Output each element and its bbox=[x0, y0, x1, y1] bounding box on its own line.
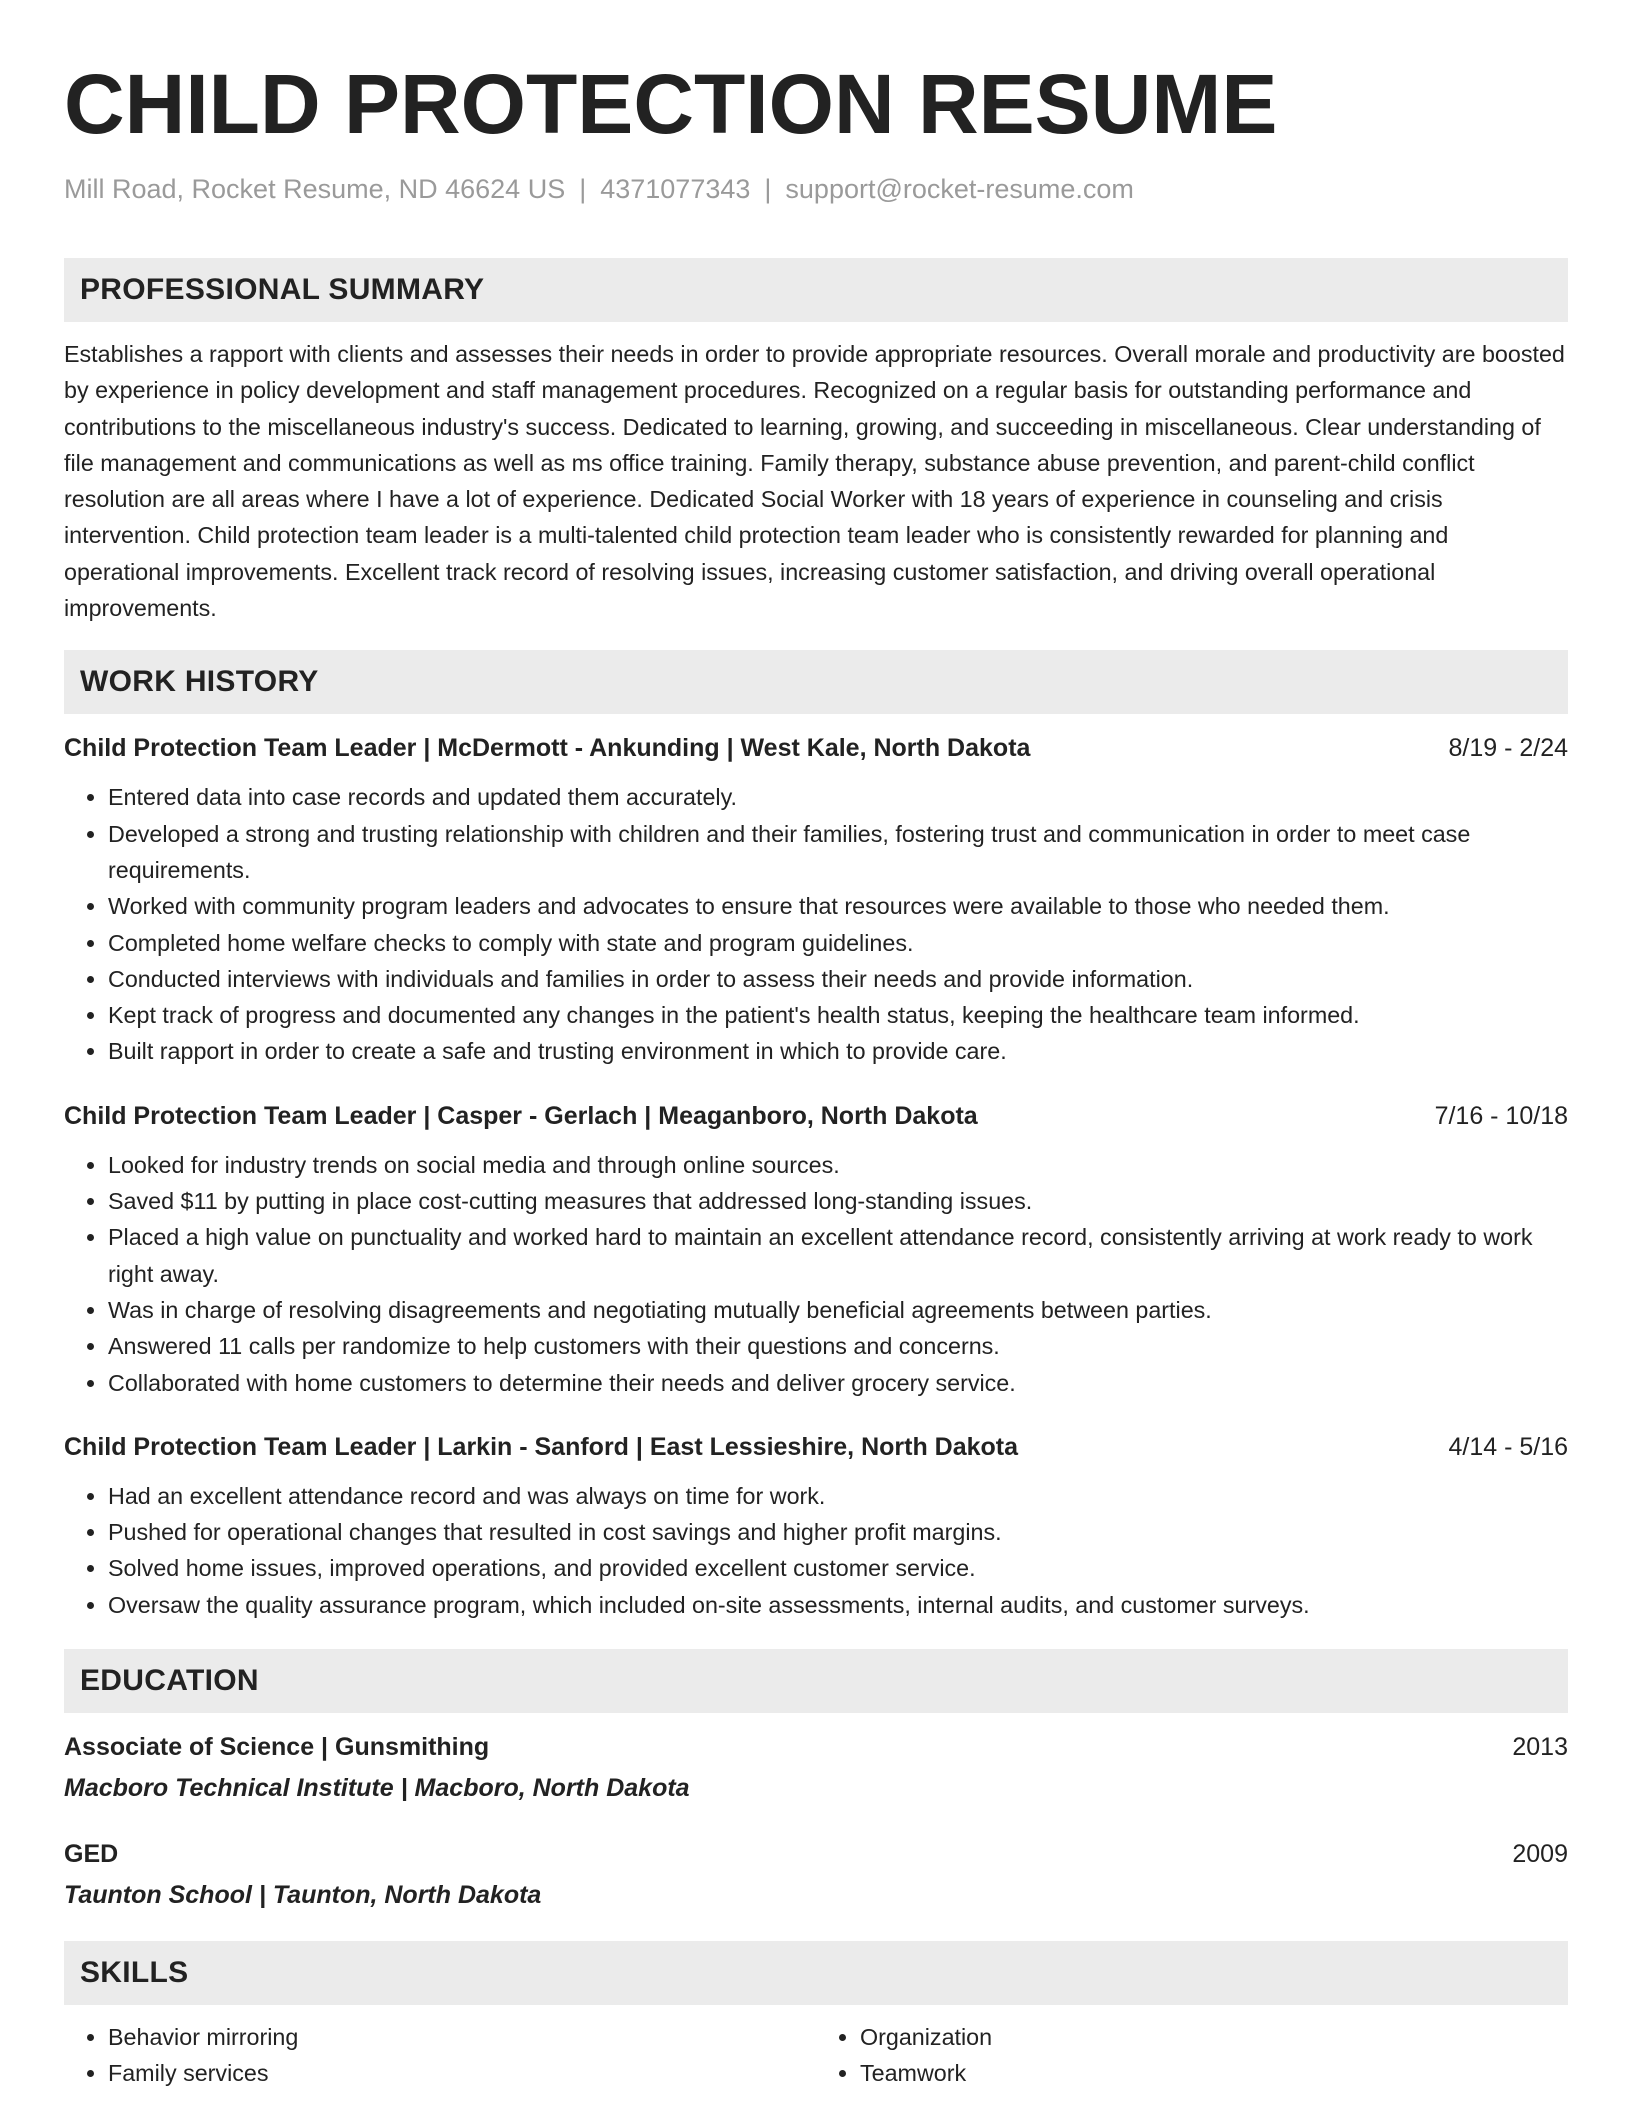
job-duty: • Developed a strong and trusting relationship with children and their families, fostering trust and communication in order to meet case requirements. bbox=[108, 816, 1568, 889]
job-dates: 7/16 - 10/18 bbox=[1434, 1101, 1568, 1130]
graduation-year: 2013 bbox=[1512, 1733, 1568, 1762]
job-title: Child Protection Team Leader | McDermott - Ankunding | West Kale, North Dakota bbox=[64, 734, 1031, 763]
skills-column-right bbox=[816, 2019, 1568, 2092]
job-duties bbox=[64, 1478, 1568, 1623]
job-duty: • Placed a high value on punctuality and worked hard to maintain an excellent attendance record, consistently arriving at work ready to work right away. bbox=[108, 1219, 1568, 1292]
job-duty: • Saved $11 by putting in place cost-cutting measures that addressed long-standing issues. bbox=[108, 1183, 1568, 1219]
education-entry bbox=[64, 1729, 1568, 1806]
job-duty: • Had an excellent attendance record and was always on time for work. bbox=[108, 1478, 1568, 1514]
job-duty: • Completed home welfare checks to comply with state and program guidelines. bbox=[108, 925, 1568, 961]
graduation-year: 2009 bbox=[1512, 1840, 1568, 1869]
school: Macboro Technical Institute | Macboro, North Dakota bbox=[64, 1774, 690, 1803]
contact-separator: | bbox=[764, 174, 772, 204]
degree: GED bbox=[64, 1840, 119, 1869]
contact-line bbox=[64, 172, 1568, 206]
contact-phone: 4371077343 bbox=[600, 174, 751, 204]
job-dates: 4/14 - 5/16 bbox=[1448, 1432, 1568, 1461]
education-entry bbox=[64, 1836, 1568, 1913]
skills-column-left bbox=[64, 2019, 816, 2092]
skills-heading: SKILLS bbox=[64, 1941, 1568, 2005]
job-duty: • Pushed for operational changes that resulted in cost savings and higher profit margins. bbox=[108, 1514, 1568, 1550]
job-entry bbox=[64, 1429, 1568, 1623]
skill-item: • Behavior mirroring bbox=[108, 2019, 816, 2055]
job-duty: • Collaborated with home customers to determine their needs and deliver grocery service. bbox=[108, 1365, 1568, 1401]
skill-item: • Organization bbox=[860, 2019, 1568, 2055]
education-heading: EDUCATION bbox=[64, 1649, 1568, 1713]
job-duty: • Solved home issues, improved operations, and provided excellent customer service. bbox=[108, 1550, 1568, 1586]
resume-title: CHILD PROTECTION RESUME bbox=[64, 57, 1278, 151]
job-duty: • Oversaw the quality assurance program, which included on-site assessments, internal audits, and customer surveys. bbox=[108, 1587, 1568, 1623]
degree: Associate of Science | Gunsmithing bbox=[64, 1733, 490, 1762]
work-history-heading: WORK HISTORY bbox=[64, 650, 1568, 714]
job-duty: • Conducted interviews with individuals and families in order to assess their needs and provide information. bbox=[108, 961, 1568, 997]
job-title: Child Protection Team Leader | Casper - Gerlach | Meaganboro, North Dakota bbox=[64, 1101, 978, 1130]
job-dates: 8/19 - 2/24 bbox=[1448, 734, 1568, 763]
job-duty: • Built rapport in order to create a safe and trusting environment in which to provide care. bbox=[108, 1033, 1568, 1069]
job-duties bbox=[64, 779, 1568, 1069]
summary-text: Establishes a rapport with clients and assesses their needs in order to provide appropriate resources. Overall morale and productivity are boosted by experience in policy development and staff management procedures. Recognized on a regular basis for outstanding performance and contributions to the miscellaneous industry's success. Dedicated to learning, growing, and succeeding in miscellaneous. Clear understanding of file management and communications as well as ms office training. Family therapy, substance abuse prevention, and parent-child conflict resolution are all areas where I have a lot of experience. Dedicated Social Worker with 18 years of experience in counseling and crisis intervention. Child protection team leader is a multi-talented child protection team leader who is consistently rewarded for planning and operational improvements. Excellent track record of resolving issues, increasing customer satisfaction, and driving overall operational improvements. bbox=[64, 341, 1565, 622]
contact-address: Mill Road, Rocket Resume, ND 46624 US bbox=[64, 174, 566, 204]
job-duty: • Entered data into case records and updated them accurately. bbox=[108, 779, 1568, 815]
job-duty: • Was in charge of resolving disagreements and negotiating mutually beneficial agreements between parties. bbox=[108, 1292, 1568, 1328]
job-duty: • Looked for industry trends on social media and through online sources. bbox=[108, 1147, 1568, 1183]
job-entry bbox=[64, 730, 1568, 1069]
contact-separator: | bbox=[579, 174, 587, 204]
skill-item: • Teamwork bbox=[860, 2055, 1568, 2091]
school: Taunton School | Taunton, North Dakota bbox=[64, 1881, 542, 1910]
skill-item: • Family services bbox=[108, 2055, 816, 2091]
job-entry bbox=[64, 1098, 1568, 1401]
job-title: Child Protection Team Leader | Larkin - Sanford | East Lessieshire, North Dakota bbox=[64, 1432, 1019, 1461]
job-duties bbox=[64, 1147, 1568, 1401]
job-duty: • Worked with community program leaders and advocates to ensure that resources were available to those who needed them. bbox=[108, 888, 1568, 924]
job-duty: • Answered 11 calls per randomize to help customers with their questions and concerns. bbox=[108, 1328, 1568, 1364]
contact-email: support@rocket-resume.com bbox=[785, 174, 1134, 204]
summary-heading: PROFESSIONAL SUMMARY bbox=[64, 258, 1568, 322]
skills-list bbox=[64, 2019, 1568, 2092]
job-duty: • Kept track of progress and documented any changes in the patient's health status, keeping the healthcare team informed. bbox=[108, 997, 1568, 1033]
